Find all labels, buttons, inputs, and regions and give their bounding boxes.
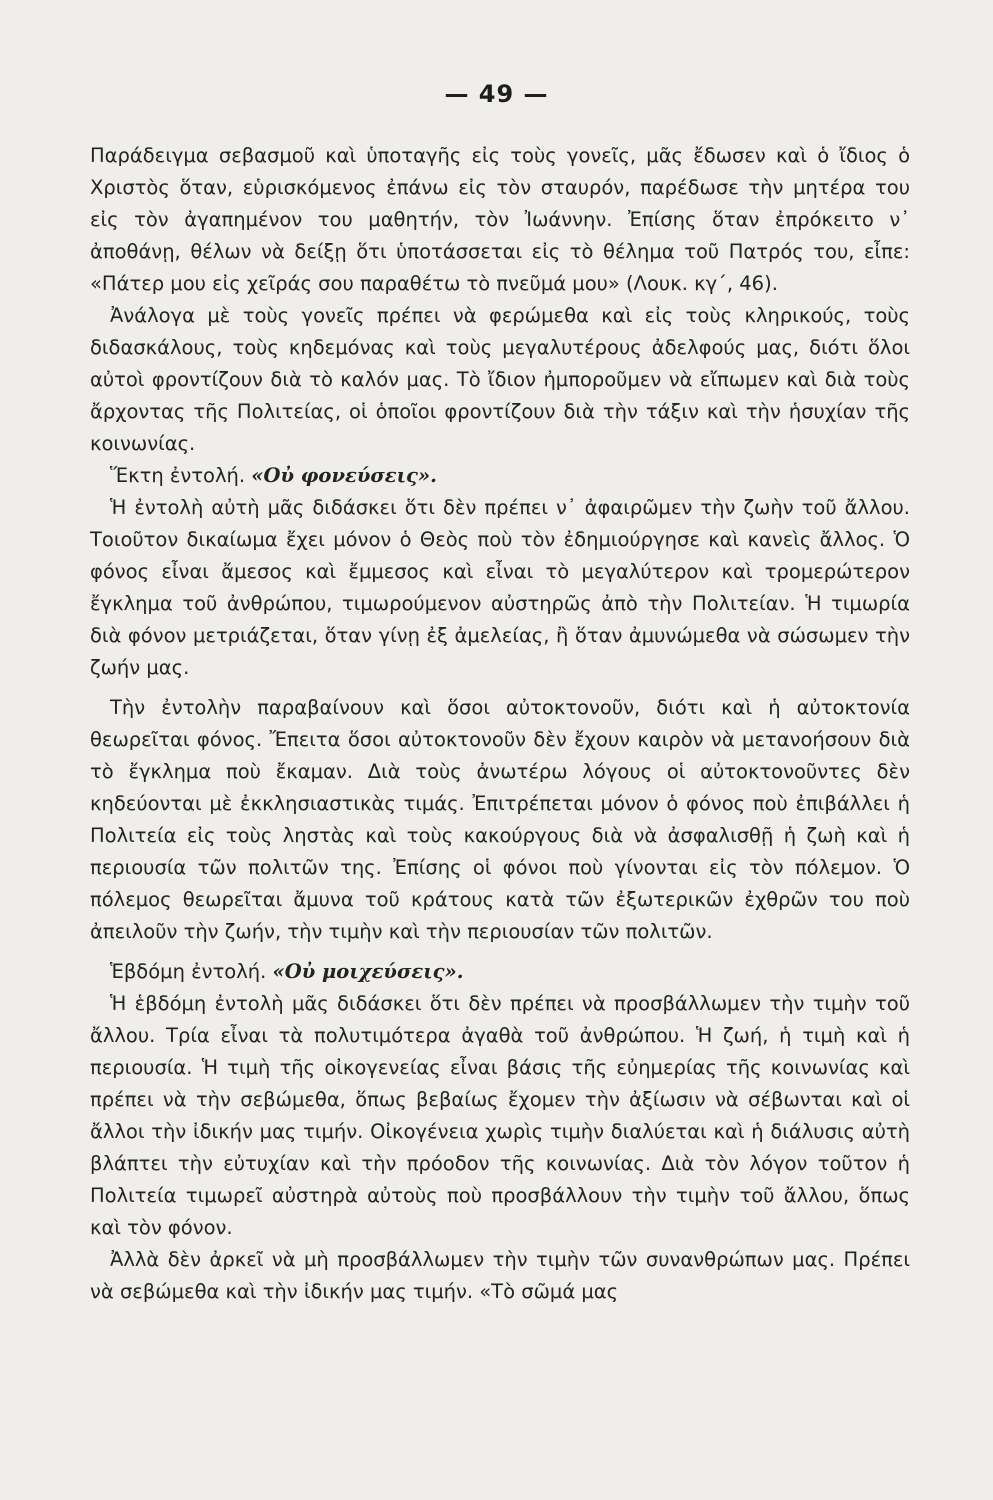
paragraph-seventh-1: Ἡ ἑβδόμη ἐντολὴ μᾶς διδάσκει ὅτι δὲν πρέπει νὰ προσβάλλωμεν τὴν τιμὴν τοῦ ἄλλου. Τρία εἶναι τὰ πολυτιμότερα ἀγαθὰ τοῦ ἀνθρώπου. Ἡ ζωή, ἡ τιμὴ καὶ ἡ περιουσία. Ἡ τιμὴ τῆς οἰκογενείας εἶναι βάσις τῆς εὐημερίας τῆς κοινωνίας καὶ πρέπει νὰ τὴν σεβώμεθα, ὅπως βεβαίως ἔχομεν τὴν ἀξίωσιν νὰ σέβωνται καὶ οἱ ἄλλοι τὴν ἰδικήν μας τιμήν. Οἰκογένεια χωρὶς τιμὴν διαλύεται καὶ ἡ διάλυσις αὐτὴ βλάπτει τὴν εὐτυχίαν καὶ τὴν πρόοδον τῆς κοινωνίας. Διὰ τὸν λόγον τοῦτον ἡ Πολιτεία τιμωρεῖ αὐστηρὰ αὐτοὺς ποὺ προσβάλλουν τὴν τιμὴν τοῦ ἄλλου, ὅπως καὶ τὸν φόνον. (90, 992, 910, 1239)
page-body (90, 140, 910, 1308)
sixth-commandment-label: Ἕκτη ἐντολή. (110, 464, 246, 487)
paragraph-sixth-1: Ἡ ἐντολὴ αὐτὴ μᾶς διδάσκει ὅτι δὲν πρέπει ν᾿ ἀφαιρῶμεν τὴν ζωὴν τοῦ ἄλλου. Τοιοῦτον δικαίωμα ἔχει μόνον ὁ Θεὸς ποὺ τὸν ἐδημιούργησε καὶ κανεὶς ἄλλος. Ὁ φόνος εἶναι ἄμεσος καὶ ἔμμεσος καὶ εἶναι τὸ μεγαλύτερον καὶ τρομερώτερον ἔγκλημα τοῦ ἀνθρώπου, τιμωρούμενον αὐστηρῶς ἀπὸ τὴν Πολιτείαν. Ἡ τιμωρία διὰ φόνον μετριάζεται, ὅταν γίνῃ ἐξ ἀμελείας, ἢ ὅταν ἀμυνώμεθα νὰ σώσωμεν τὴν ζωήν μας. (90, 496, 910, 679)
sixth-commandment-title: «Οὐ φονεύσεις». (251, 464, 437, 487)
seventh-commandment-title: «Οὐ μοιχεύσεις». (272, 960, 464, 983)
paragraph-sixth-2: Τὴν ἐντολὴν παραβαίνουν καὶ ὅσοι αὐτοκτονοῦν, διότι καὶ ἡ αὐτοκτονία θεωρεῖται φόνος. Ἔπειτα ὅσοι αὐτοκτονοῦν δὲν ἔχουν καιρὸν νὰ μετανοήσουν διὰ τὸ ἔγκλημα ποὺ ἔκαμαν. Διὰ τοὺς ἀνωτέρω λόγους οἱ αὐτοκτονοῦντες δὲν κηδεύονται μὲ ἐκκλησιαστικὰς τιμάς. Ἐπιτρέπεται μόνον ὁ φόνος ποὺ ἐπιβάλλει ἡ Πολιτεία εἰς τοὺς ληστὰς καὶ τοὺς κακούργους διὰ νὰ ἀσφαλισθῇ ἡ ζωὴ καὶ ἡ περιουσία τῶν πολιτῶν της. Ἐπίσης οἱ φόνοι ποὺ γίνονται εἰς τὸν πόλεμον. Ὁ πόλεμος θεωρεῖται ἄμυνα τοῦ κράτους κατὰ τῶν ἐξωτερικῶν ἐχθρῶν του ποὺ ἀπειλοῦν τὴν ζωήν, τὴν τιμὴν καὶ τὴν περιουσίαν τῶν πολιτῶν. (90, 696, 910, 943)
paragraph-example-respect: Παράδειγμα σεβασμοῦ καὶ ὑποταγῆς εἰς τοὺς γονεῖς, μᾶς ἔδωσεν καὶ ὁ ἴδιος ὁ Χριστὸς ὅταν, εὑρισκόμενος ἐπάνω εἰς τὸν σταυρόν, παρέδωσε τὴν μητέρα του εἰς τὸν ἀγαπημένον του μαθητήν, τὸν Ἰωάννην. Ἐπίσης ὅταν ἐπρόκειτο ν᾿ ἀποθάνῃ, θέλων νὰ δείξῃ ὅτι ὑποτάσσεται εἰς τὸ θέλημα τοῦ Πατρός του, εἶπε: «Πάτερ μου εἰς χεῖράς σου παραθέτω τὸ πνεῦμά μου» (Λουκ. κγ΄, 46). (90, 144, 910, 295)
paragraph-spacer (90, 684, 910, 692)
page-number: — 49 — (444, 80, 549, 108)
sixth-commandment-heading (90, 460, 910, 492)
seventh-commandment-heading (90, 956, 910, 988)
paragraph-seventh-2: Ἀλλὰ δὲν ἀρκεῖ νὰ μὴ προσβάλλωμεν τὴν τιμὴν τῶν συνανθρώπων μας. Πρέπει νὰ σεβώμεθα καὶ τὴν ἰδικήν μας τιμήν. «Τὸ σῶμά μας (90, 1248, 910, 1303)
paragraph-clergy-teachers: Ἀνάλογα μὲ τοὺς γονεῖς πρέπει νὰ φερώμεθα καὶ εἰς τοὺς κληρικούς, τοὺς διδασκάλους, τοὺς κηδεμόνας καὶ τοὺς μεγαλυτέρους ἀδελφούς μας, διότι ὅλοι αὐτοὶ φροντίζουν διὰ τὸ καλόν μας. Τὸ ἴδιον ἠμποροῦμεν νὰ εἴπωμεν καὶ διὰ τοὺς ἄρχοντας τῆς Πολιτείας, οἱ ὁποῖοι φροντίζουν διὰ τὴν τάξιν καὶ τὴν ἡσυχίαν τῆς κοινωνίας. (90, 304, 910, 455)
seventh-commandment-label: Ἑβδόμη ἐντολή. (110, 960, 267, 983)
paragraph-spacer (90, 948, 910, 956)
